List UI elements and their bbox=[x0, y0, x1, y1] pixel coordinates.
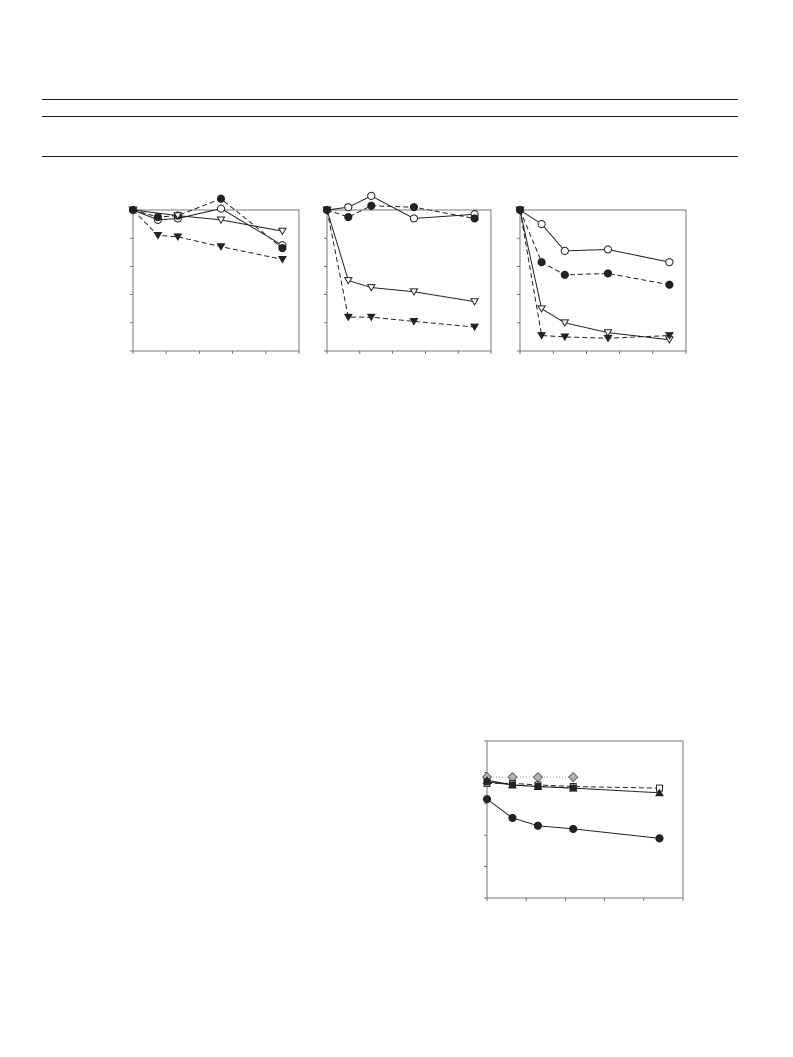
data-point-series-2 bbox=[471, 215, 478, 222]
series-line-1 bbox=[520, 210, 669, 262]
data-point-series-3 bbox=[279, 228, 286, 234]
data-point-series-2 bbox=[154, 213, 161, 220]
data-point-series-4 bbox=[154, 233, 161, 239]
data-point-series-5 bbox=[656, 835, 663, 842]
plot-frame bbox=[133, 210, 299, 351]
data-point-series-4 bbox=[279, 256, 286, 262]
data-point-series-4 bbox=[509, 782, 515, 788]
data-point-series-2 bbox=[279, 244, 286, 251]
chart-panel-1 bbox=[120, 200, 310, 360]
data-point-series-3 bbox=[538, 306, 545, 312]
data-point-series-3 bbox=[345, 278, 352, 284]
data-point-series-4 bbox=[484, 779, 490, 785]
data-point-series-4 bbox=[217, 244, 224, 250]
data-point-series-2 bbox=[368, 202, 375, 209]
data-point-series-2 bbox=[217, 195, 224, 202]
data-point-series-5 bbox=[534, 822, 541, 829]
data-point-series-2 bbox=[410, 204, 417, 211]
data-point-series-1 bbox=[345, 204, 352, 211]
data-point-series-1 bbox=[368, 192, 375, 199]
data-point-series-2 bbox=[604, 270, 611, 277]
series-line-2 bbox=[133, 199, 282, 248]
data-point-series-2 bbox=[666, 281, 673, 288]
series-line-4 bbox=[327, 210, 475, 327]
data-point-series-4 bbox=[345, 314, 352, 320]
data-point-series-5 bbox=[509, 814, 516, 821]
table-bottom-rule bbox=[42, 156, 738, 157]
table-top-rule bbox=[42, 99, 738, 100]
data-point-series-1 bbox=[604, 246, 611, 253]
table-header-rule bbox=[42, 116, 738, 117]
data-point-series-3 bbox=[471, 299, 478, 305]
data-point-series-4 bbox=[570, 785, 576, 791]
data-point-series-1 bbox=[569, 773, 578, 782]
chart-panel-2 bbox=[314, 200, 504, 360]
chart-panel-4 bbox=[474, 731, 696, 908]
data-point-series-5 bbox=[570, 825, 577, 832]
data-point-series-5 bbox=[483, 795, 490, 802]
chart-panel-3 bbox=[507, 200, 697, 360]
plot-frame bbox=[520, 210, 686, 351]
data-point-series-1 bbox=[217, 205, 224, 212]
data-point-series-2 bbox=[561, 271, 568, 278]
data-point-series-1 bbox=[538, 221, 545, 228]
series-line-3 bbox=[520, 210, 669, 340]
data-point-series-1 bbox=[533, 773, 542, 782]
data-point-series-1 bbox=[666, 259, 673, 266]
data-point-series-2 bbox=[538, 259, 545, 266]
data-point-series-2 bbox=[345, 213, 352, 220]
plot-frame bbox=[327, 210, 491, 351]
data-point-series-1 bbox=[410, 215, 417, 222]
data-point-series-4 bbox=[535, 784, 541, 790]
data-point-series-1 bbox=[561, 247, 568, 254]
series-line-3 bbox=[327, 210, 475, 302]
